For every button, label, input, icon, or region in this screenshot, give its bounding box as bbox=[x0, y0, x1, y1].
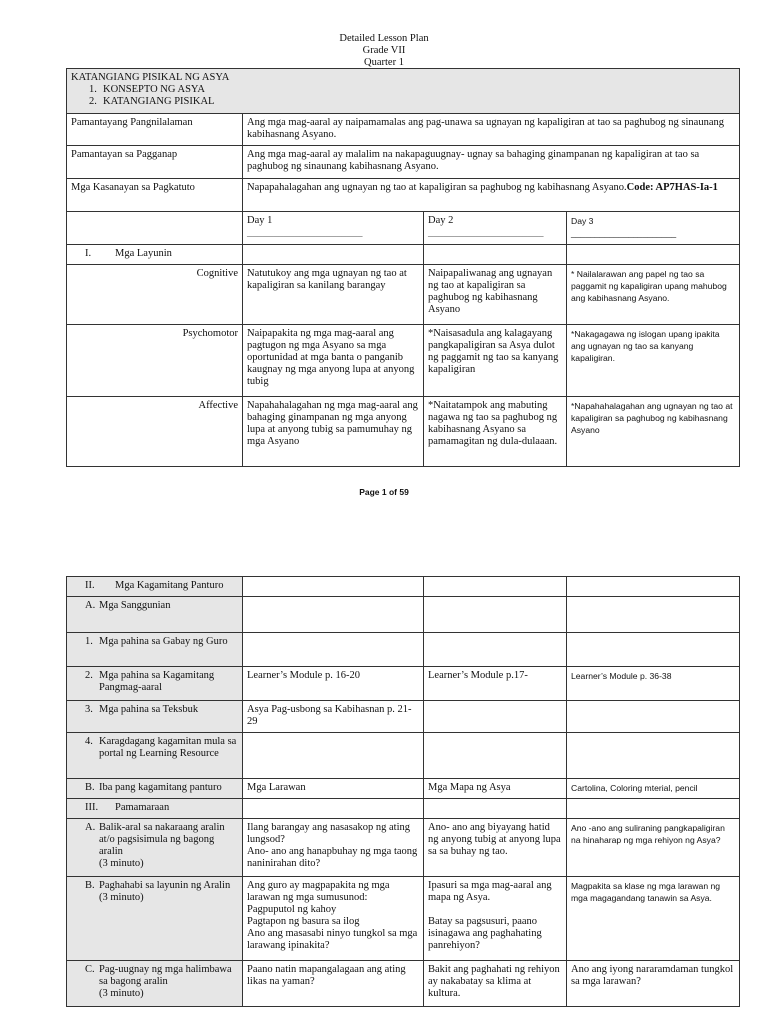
competencies-row bbox=[67, 179, 740, 212]
empty-cell bbox=[243, 577, 424, 597]
empty-cell bbox=[243, 245, 424, 265]
procedure-day2: Ipasuri sa mga mag-aaral ang mapa ng Asya. Batay sa pagsusuri, paano isinagawa ang paghahating panrehiyon? bbox=[424, 877, 567, 961]
other-materials-label: B. Iba pang kagamitang panturo bbox=[67, 779, 243, 799]
competency-text: Napapahalagahan ang ugnayan ng tao at kapaligiran sa paghubog ng kabihasnang Asyano. bbox=[247, 182, 627, 193]
empty-cell bbox=[243, 597, 424, 633]
objective-day3: * Nailalarawan ang papel ng tao sa paggamit ng kapaligiran upang mahubog ang kabihasnang Asyano. bbox=[567, 265, 740, 325]
row-value bbox=[243, 179, 740, 212]
objective-label: Psychomotor bbox=[67, 325, 243, 397]
objective-day3: *Napahahalagahan ang ugnayan ng tao at kapaligiran sa paghubog ng kabihasnang Asyano bbox=[567, 397, 740, 467]
procedure-day3: Ano ang iyong nararamdaman tungkol sa mga larawan? bbox=[567, 961, 740, 1007]
document-header bbox=[0, 33, 768, 69]
reference-label: 1. Mga pahina sa Gabay ng Guro bbox=[67, 633, 243, 667]
objective-day1: Napahahalagahan ng mga mag-aaral ang bahaging ginampanan ng mga anyong lupa at anyong tubig sa pamumuhay ng mga Asyano bbox=[243, 397, 424, 467]
lesson-plan-table-2 bbox=[66, 576, 740, 1007]
reference-day2: Learner’s Module p.17- bbox=[424, 667, 567, 701]
procedure-heading: III. Pamamaraan bbox=[67, 799, 243, 819]
objective-label: Cognitive bbox=[67, 265, 243, 325]
procedure-day2: Bakit ang paghahati ng rehiyon ay nakabatay sa klima at kultura. bbox=[424, 961, 567, 1007]
empty-cell bbox=[424, 597, 567, 633]
topic-cell bbox=[67, 69, 740, 114]
header-grade: Grade VII bbox=[362, 45, 406, 56]
reference-item-row bbox=[67, 667, 740, 701]
empty-cell bbox=[243, 799, 424, 819]
references-heading: A. Mga Sanggunian bbox=[67, 597, 243, 633]
reference-day2 bbox=[424, 633, 567, 667]
other-materials-row bbox=[67, 779, 740, 799]
other-materials-day3: Cartolina, Coloring mterial, pencil bbox=[567, 779, 740, 799]
reference-label: 4. Karagdagang kagamitan mula sa portal ng Learning Resource bbox=[67, 733, 243, 779]
topic-item: 2. KATANGIANG PISIKAL bbox=[89, 96, 215, 107]
objective-row-affective bbox=[67, 397, 740, 467]
competency-code: Code: AP7HAS-Ia-1 bbox=[626, 182, 718, 193]
empty-cell bbox=[67, 212, 243, 245]
topic-item: 1. KONSEPTO NG ASYA bbox=[89, 84, 205, 95]
reference-day2 bbox=[424, 701, 567, 733]
reference-day3 bbox=[567, 701, 740, 733]
objectives-heading: I. Mga Layunin bbox=[67, 245, 243, 265]
objective-day1: Naipapakita ng mga mag-aaral ang pagtugon ng mga Asyano sa mga oportunidad at mga banta o panganib kaugnay ng mga anyong lupa at anyong tubig bbox=[243, 325, 424, 397]
days-row bbox=[67, 212, 740, 245]
objectives-header-row bbox=[67, 245, 740, 265]
row-value: Ang mga mag-aaral ay naipamamalas ang pag-unawa sa ugnayan ng kapaligiran at tao sa paghubog ng sinaunang kabihasnang Asyano. bbox=[243, 114, 740, 146]
header-quarter: Quarter 1 bbox=[364, 57, 404, 68]
objective-row-cognitive bbox=[67, 265, 740, 325]
procedure-label: C. Pag-uugnay ng mga halimbawa sa bagong aralin (3 minuto) bbox=[67, 961, 243, 1007]
objective-day2: *Naisasadula ang kalagayang pangkapaligiran sa Asya dulot ng paggamit ng tao sa kanyang kapaligiran bbox=[424, 325, 567, 397]
objective-label: Affective bbox=[67, 397, 243, 467]
lesson-plan-table-1 bbox=[66, 68, 740, 467]
reference-label: 3. Mga pahina sa Teksbuk bbox=[67, 701, 243, 733]
procedure-row bbox=[67, 961, 740, 1007]
header-title: Detailed Lesson Plan bbox=[339, 33, 429, 44]
procedure-day3: Magpakita sa klase ng mga larawan ng mga magagandang tanawin sa Asya. bbox=[567, 877, 740, 961]
empty-cell bbox=[567, 597, 740, 633]
empty-cell bbox=[567, 577, 740, 597]
day-header: Day 3 ______________________ bbox=[567, 212, 740, 245]
row-value: Ang mga mag-aaral ay malalim na nakapaguugnay- ugnay sa bahaging ginampanan ng kapaligiran at tao sa paghubog ng sinaunang kabihasnang Asyano. bbox=[243, 146, 740, 179]
empty-cell bbox=[567, 245, 740, 265]
procedure-day1: Ilang barangay ang nasasakop ng ating lungsod? Ano- ano ang hanapbuhay ng mga taong naninirahan dito? bbox=[243, 819, 424, 877]
day-header: Day 2 ______________________ bbox=[424, 212, 567, 245]
reference-day3 bbox=[567, 733, 740, 779]
reference-label: 2. Mga pahina sa Kagamitang Pangmag-aaral bbox=[67, 667, 243, 701]
references-row bbox=[67, 597, 740, 633]
objective-day2: *Naitatampok ang mabuting nagawa ng tao sa paghubog ng kabihasnang Asyano sa pamamagitan ng dula-dulaaan. bbox=[424, 397, 567, 467]
procedure-day2: Ano- ano ang biyayang hatid ng anyong tubig at anyong lupa sa sa buhay ng tao. bbox=[424, 819, 567, 877]
materials-header-row bbox=[67, 577, 740, 597]
other-materials-day1: Mga Larawan bbox=[243, 779, 424, 799]
procedure-day1: Ang guro ay magpapakita ng mga larawan ng mga sumusunod: Pagpuputol ng kahoy Pagtapon ng basura sa ilog Ano ang masasabi ninyo tungkol sa mga larawang ipinakita? bbox=[243, 877, 424, 961]
empty-cell bbox=[424, 799, 567, 819]
standards-row bbox=[67, 114, 740, 146]
procedure-day3: Ano -ano ang suliraning pangkapaligiran na hinaharap ng mga rehiyon ng Asya? bbox=[567, 819, 740, 877]
row-label: Mga Kasanayan sa Pagkatuto bbox=[67, 179, 243, 212]
day-header: Day 1 ______________________ bbox=[243, 212, 424, 245]
row-label: Pamantayang Pangnilalaman bbox=[67, 114, 243, 146]
page-number: Page 1 of 59 bbox=[359, 487, 409, 497]
reference-item-row bbox=[67, 701, 740, 733]
procedure-day1: Paano natin mapangalagaan ang ating likas na yaman? bbox=[243, 961, 424, 1007]
reference-day3: Learner’s Module p. 36-38 bbox=[567, 667, 740, 701]
procedure-row bbox=[67, 819, 740, 877]
reference-item-row bbox=[67, 733, 740, 779]
reference-day1: Asya Pag-usbong sa Kabihasnan p. 21-29 bbox=[243, 701, 424, 733]
row-label: Pamantayan sa Pagganap bbox=[67, 146, 243, 179]
other-materials-day2: Mga Mapa ng Asya bbox=[424, 779, 567, 799]
objective-day1: Natutukoy ang mga ugnayan ng tao at kapaligiran sa kanilang barangay bbox=[243, 265, 424, 325]
objective-day2: Naipapaliwanag ang ugnayan ng tao at kapaligiran sa paghubog ng kabihasnang Asyano bbox=[424, 265, 567, 325]
reference-item-row bbox=[67, 633, 740, 667]
topic-title: KATANGIANG PISIKAL NG ASYA bbox=[71, 72, 230, 83]
procedure-row bbox=[67, 877, 740, 961]
procedure-label: B. Paghahabi sa layunin ng Aralin (3 minuto) bbox=[67, 877, 243, 961]
empty-cell bbox=[567, 799, 740, 819]
objective-row-psychomotor bbox=[67, 325, 740, 397]
materials-heading: II. Mga Kagamitang Panturo bbox=[67, 577, 243, 597]
reference-day1 bbox=[243, 633, 424, 667]
performance-row bbox=[67, 146, 740, 179]
reference-day1 bbox=[243, 733, 424, 779]
topic-row bbox=[67, 69, 740, 114]
topic-list bbox=[71, 84, 735, 108]
objective-day3: *Nakagagawa ng islogan upang ipakita ang ugnayan ng tao sa kanyang kapaligiran. bbox=[567, 325, 740, 397]
reference-day2 bbox=[424, 733, 567, 779]
empty-cell bbox=[424, 577, 567, 597]
reference-day1: Learner’s Module p. 16-20 bbox=[243, 667, 424, 701]
empty-cell bbox=[424, 245, 567, 265]
procedure-header-row bbox=[67, 799, 740, 819]
procedure-label: A. Balik-aral sa nakaraang aralin at/o pagsisimula ng bagong aralin (3 minuto) bbox=[67, 819, 243, 877]
reference-day3 bbox=[567, 633, 740, 667]
